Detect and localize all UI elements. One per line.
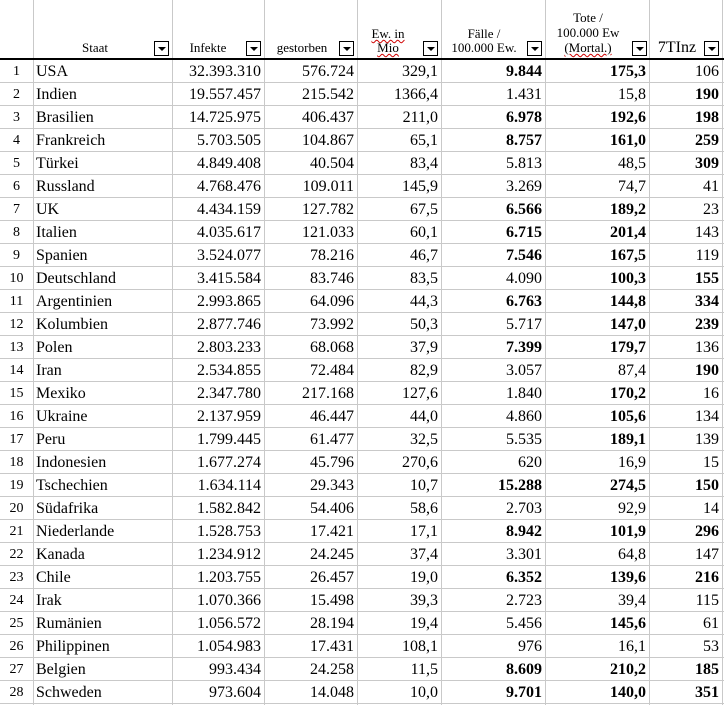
cell-n[interactable]: 22 (9, 547, 24, 562)
cell-staat[interactable]: Philippinen (36, 638, 110, 655)
cell-n[interactable]: 12 (9, 317, 24, 332)
cell-infekte[interactable]: 1.799.445 (197, 431, 261, 448)
cell-ew[interactable]: 10,0 (410, 684, 438, 701)
cell-faelle[interactable]: 7.546 (506, 247, 542, 264)
grid-row-line (0, 335, 724, 336)
cell-ew[interactable]: 46,7 (410, 247, 438, 264)
cell-tote[interactable]: 39,4 (618, 592, 646, 609)
cell-ew[interactable]: 211,0 (402, 109, 438, 126)
cell-ew[interactable]: 60,1 (410, 224, 438, 241)
cell-gestorben[interactable]: 78.216 (310, 247, 354, 264)
cell-tinz[interactable]: 23 (703, 201, 719, 218)
cell-n[interactable]: 6 (13, 179, 20, 194)
cell-faelle[interactable]: 6.978 (506, 109, 542, 126)
cell-infekte[interactable]: 1.234.912 (197, 546, 261, 563)
cell-gestorben[interactable]: 576.724 (302, 63, 354, 80)
grid-row-line (0, 105, 724, 106)
cell-ew[interactable]: 32,5 (410, 431, 438, 448)
cell-faelle[interactable]: 9.844 (506, 63, 542, 80)
cell-staat[interactable]: Mexiko (36, 385, 86, 402)
cell-faelle[interactable]: 6.566 (506, 201, 542, 218)
grid-row-line (0, 220, 724, 221)
cell-infekte[interactable]: 1.677.274 (197, 454, 261, 471)
cell-tinz[interactable]: 53 (703, 638, 719, 655)
cell-tinz[interactable]: 134 (695, 408, 719, 425)
cell-infekte[interactable]: 2.137.959 (197, 408, 261, 425)
cell-staat[interactable]: Iran (36, 362, 62, 379)
cell-n[interactable]: 11 (9, 294, 24, 309)
cell-faelle[interactable]: 3.269 (506, 178, 542, 195)
header-tote-line3 (546, 41, 630, 55)
cell-n[interactable]: 7 (13, 202, 20, 217)
grid-row-line (0, 473, 724, 474)
cell-n[interactable]: 10 (9, 271, 24, 286)
grid-row-line (0, 496, 724, 497)
filter-dropdown-tote[interactable] (632, 41, 647, 56)
cell-staat[interactable]: Türkei (36, 155, 79, 172)
cell-infekte[interactable]: 1.203.755 (197, 569, 261, 586)
cell-tinz[interactable]: 61 (703, 615, 719, 632)
cell-staat[interactable]: Ukraine (36, 408, 88, 425)
cell-faelle[interactable]: 8.609 (506, 661, 542, 678)
cell-infekte[interactable]: 4.849.408 (197, 155, 261, 172)
cell-n[interactable]: 15 (9, 386, 24, 401)
grid-row-line (0, 174, 724, 175)
cell-gestorben[interactable]: 64.096 (310, 293, 354, 310)
cell-tote[interactable]: 74,7 (618, 178, 646, 195)
cell-n[interactable]: 21 (9, 524, 24, 539)
grid-row-line (0, 657, 724, 658)
cell-faelle[interactable]: 3.057 (506, 362, 542, 379)
grid-row-line (0, 519, 724, 520)
grid-row-line (0, 450, 724, 451)
cell-staat[interactable]: UK (36, 201, 60, 218)
cell-tinz[interactable]: 143 (695, 224, 719, 241)
cell-tote[interactable]: 15,8 (618, 86, 646, 103)
cell-tote[interactable]: 48,5 (618, 155, 646, 172)
cell-gestorben[interactable]: 406.437 (302, 109, 354, 126)
cell-ew[interactable]: 37,9 (410, 339, 438, 356)
cell-n[interactable]: 17 (9, 432, 24, 447)
cell-faelle[interactable]: 6.763 (506, 293, 542, 310)
cell-tinz[interactable]: 190 (695, 86, 719, 103)
cell-staat[interactable]: Niederlande (36, 523, 115, 540)
cell-tote[interactable]: 64,8 (618, 546, 646, 563)
cell-faelle[interactable]: 1.431 (506, 86, 542, 103)
cell-faelle[interactable]: 5.535 (506, 431, 542, 448)
cell-ew[interactable]: 65,1 (410, 132, 438, 149)
cell-ew[interactable]: 145,9 (402, 178, 438, 195)
cell-tote[interactable]: 16,1 (618, 638, 646, 655)
cell-faelle[interactable]: 620 (518, 454, 542, 471)
cell-ew[interactable]: 39,3 (410, 592, 438, 609)
cell-tote[interactable]: 167,5 (610, 247, 646, 264)
grid-row-line (0, 611, 724, 612)
cell-gestorben[interactable]: 17.421 (310, 523, 354, 540)
cell-faelle[interactable]: 6.715 (506, 224, 542, 241)
cell-gestorben[interactable]: 15.498 (310, 592, 354, 609)
header-bottom-border (0, 58, 724, 60)
filter-dropdown-7tinz[interactable] (704, 41, 719, 56)
cell-infekte[interactable]: 2.534.855 (197, 362, 261, 379)
cell-tinz[interactable]: 106 (695, 63, 719, 80)
cell-n[interactable]: 4 (13, 133, 20, 148)
header-ew-text1: Ew. in (371, 26, 405, 41)
cell-gestorben[interactable]: 24.245 (310, 546, 354, 563)
grid-row-line (0, 427, 724, 428)
cell-ew[interactable]: 19,0 (410, 569, 438, 586)
header-tote-line1: Tote / (573, 10, 603, 25)
cell-tote[interactable]: 105,6 (610, 408, 646, 425)
cell-gestorben[interactable]: 61.477 (310, 431, 354, 448)
header-ew-line2 (356, 41, 420, 55)
cell-gestorben[interactable]: 14.048 (310, 684, 354, 701)
cell-tinz[interactable]: 139 (695, 431, 719, 448)
grid-row-line (0, 243, 724, 244)
cell-faelle[interactable]: 4.860 (506, 408, 542, 425)
cell-gestorben[interactable]: 46.447 (310, 408, 354, 425)
cell-staat[interactable]: Schweden (36, 684, 102, 701)
cell-gestorben[interactable]: 24.258 (310, 661, 354, 678)
cell-infekte[interactable]: 19.557.457 (189, 86, 261, 103)
cell-infekte[interactable]: 2.993.865 (197, 293, 261, 310)
cell-infekte[interactable]: 973.604 (209, 684, 261, 701)
cell-tinz[interactable]: 150 (695, 477, 719, 494)
cell-faelle[interactable]: 2.703 (506, 500, 542, 517)
cell-gestorben[interactable]: 17.431 (310, 638, 354, 655)
cell-tinz[interactable]: 198 (695, 109, 719, 126)
cell-gestorben[interactable]: 68.068 (310, 339, 354, 356)
grid-row-line (0, 542, 724, 543)
grid-row-line (0, 404, 724, 405)
cell-ew[interactable]: 1366,4 (394, 86, 438, 103)
filter-dropdown-infekte[interactable] (246, 41, 261, 56)
cell-gestorben[interactable]: 29.343 (310, 477, 354, 494)
cell-ew[interactable]: 83,5 (410, 270, 438, 287)
cell-faelle[interactable]: 4.090 (506, 270, 542, 287)
cell-staat[interactable]: Irak (36, 592, 62, 609)
cell-faelle[interactable]: 9.701 (506, 684, 542, 701)
filter-dropdown-gestorben[interactable] (339, 41, 354, 56)
header-ew-line1 (356, 27, 420, 41)
cell-faelle[interactable]: 976 (518, 638, 542, 655)
cell-staat[interactable]: Kanada (36, 546, 85, 563)
cell-n[interactable]: 3 (13, 110, 20, 125)
cell-n[interactable]: 20 (9, 501, 24, 516)
cell-tinz[interactable]: 185 (695, 661, 719, 678)
cell-tote[interactable]: 201,4 (610, 224, 646, 241)
cell-tote[interactable]: 189,1 (610, 431, 646, 448)
cell-gestorben[interactable]: 104.867 (302, 132, 354, 149)
header-faelle-line2: 100.000 Ew. (451, 40, 517, 55)
grid-row-line (0, 197, 724, 198)
cell-staat[interactable]: Deutschland (36, 270, 116, 287)
cell-n[interactable]: 28 (9, 685, 24, 700)
filter-dropdown-faelle[interactable] (527, 41, 542, 56)
cell-tinz[interactable]: 239 (695, 316, 719, 333)
cell-staat[interactable]: Italien (36, 224, 77, 241)
cell-n[interactable]: 8 (13, 225, 20, 240)
cell-tote[interactable]: 175,3 (610, 63, 646, 80)
header-7tinz: 7TInz (657, 39, 697, 56)
cell-tote[interactable]: 140,0 (610, 684, 646, 701)
cell-infekte[interactable]: 1.054.983 (197, 638, 261, 655)
cell-tote[interactable]: 139,6 (610, 569, 646, 586)
header-tote-line2: 100.000 Ew (556, 25, 620, 40)
cell-gestorben[interactable]: 72.484 (310, 362, 354, 379)
cell-infekte[interactable]: 1.070.366 (197, 592, 261, 609)
cell-staat[interactable]: Indonesien (36, 454, 107, 471)
cell-ew[interactable]: 83,4 (410, 155, 438, 172)
cell-staat[interactable]: Tschechien (36, 477, 108, 494)
cell-infekte[interactable]: 14.725.975 (189, 109, 261, 126)
header-ew-text2: Mio (377, 40, 399, 55)
cell-staat[interactable]: Frankreich (36, 132, 106, 149)
cell-faelle[interactable]: 3.301 (506, 546, 542, 563)
cell-infekte[interactable]: 4.434.159 (197, 201, 261, 218)
cell-n[interactable]: 14 (9, 363, 24, 378)
cell-staat[interactable]: Polen (36, 339, 73, 356)
grid-row-line (0, 381, 724, 382)
cell-ew[interactable]: 44,3 (410, 293, 438, 310)
cell-tote[interactable]: 92,9 (618, 500, 646, 517)
grid-row-line (0, 266, 724, 267)
cell-staat[interactable]: Rumänien (36, 615, 102, 632)
cell-tote[interactable]: 192,6 (610, 109, 646, 126)
cell-ew[interactable]: 329,1 (402, 63, 438, 80)
cell-tote[interactable]: 144,8 (610, 293, 646, 310)
cell-faelle[interactable]: 7.399 (506, 339, 542, 356)
header-gestorben: gestorben (276, 40, 328, 55)
cell-n[interactable]: 1 (13, 64, 20, 79)
cell-tinz[interactable]: 351 (695, 684, 719, 701)
cell-gestorben[interactable]: 215.542 (302, 86, 354, 103)
grid-row-line (0, 634, 724, 635)
cell-tinz[interactable]: 136 (695, 339, 719, 356)
cell-infekte[interactable]: 2.803.233 (197, 339, 261, 356)
cell-tote[interactable]: 210,2 (610, 661, 646, 678)
header-infekte: Infekte (189, 40, 227, 55)
cell-faelle[interactable]: 5.813 (506, 155, 542, 172)
cell-staat[interactable]: Peru (36, 431, 66, 448)
cell-infekte[interactable]: 1.634.114 (197, 477, 261, 494)
cell-tote[interactable]: 145,6 (610, 615, 646, 632)
cell-ew[interactable]: 50,3 (410, 316, 438, 333)
cell-infekte[interactable]: 2.347.780 (197, 385, 261, 402)
cell-ew[interactable]: 58,6 (410, 500, 438, 517)
cell-tote[interactable]: 101,9 (610, 523, 646, 540)
cell-gestorben[interactable]: 83.746 (310, 270, 354, 287)
cell-infekte[interactable]: 4.768.476 (197, 178, 261, 195)
cell-ew[interactable]: 270,6 (402, 454, 438, 471)
cell-faelle[interactable]: 8.757 (506, 132, 542, 149)
cell-tinz[interactable]: 216 (695, 569, 719, 586)
cell-ew[interactable]: 11,5 (410, 661, 438, 678)
filter-dropdown-ew[interactable] (423, 41, 438, 56)
cell-ew[interactable]: 19,4 (410, 615, 438, 632)
cell-ew[interactable]: 17,1 (410, 523, 438, 540)
cell-n[interactable]: 26 (9, 639, 24, 654)
cell-n[interactable]: 16 (9, 409, 24, 424)
filter-dropdown-staat[interactable] (154, 41, 169, 56)
cell-gestorben[interactable]: 73.992 (310, 316, 354, 333)
cell-tinz[interactable]: 15 (703, 454, 719, 471)
cell-gestorben[interactable]: 127.782 (302, 201, 354, 218)
cell-staat[interactable]: Spanien (36, 247, 88, 264)
cell-faelle[interactable]: 5.717 (506, 316, 542, 333)
header-staat: Staat (82, 40, 108, 55)
cell-tinz[interactable]: 41 (703, 178, 719, 195)
cell-tinz[interactable]: 190 (695, 362, 719, 379)
cell-infekte[interactable]: 3.415.584 (197, 270, 261, 287)
grid-row-line (0, 680, 724, 681)
cell-infekte[interactable]: 993.434 (209, 661, 261, 678)
cell-tinz[interactable]: 14 (703, 500, 719, 517)
grid-row-line (0, 128, 724, 129)
grid-row-line (0, 358, 724, 359)
cell-gestorben[interactable]: 28.194 (310, 615, 354, 632)
cell-tote[interactable]: 147,0 (610, 316, 646, 333)
cell-ew[interactable]: 108,1 (402, 638, 438, 655)
cell-staat[interactable]: Südafrika (36, 500, 99, 517)
cell-n[interactable]: 25 (9, 616, 24, 631)
cell-gestorben[interactable]: 121.033 (302, 224, 354, 241)
header-faelle-line1: Fälle / (467, 26, 501, 41)
cell-gestorben[interactable]: 54.406 (310, 500, 354, 517)
cell-staat[interactable]: Brasilien (36, 109, 94, 126)
cell-faelle[interactable]: 8.942 (506, 523, 542, 540)
cell-staat[interactable]: Kolumbien (36, 316, 108, 333)
cell-ew[interactable]: 37,4 (410, 546, 438, 563)
cell-n[interactable]: 23 (9, 570, 24, 585)
grid-row-line (0, 565, 724, 566)
cell-tinz[interactable]: 296 (695, 523, 719, 540)
cell-tote[interactable]: 274,5 (610, 477, 646, 494)
cell-tinz[interactable]: 155 (695, 270, 719, 287)
cell-gestorben[interactable]: 26.457 (310, 569, 354, 586)
cell-n[interactable]: 5 (13, 156, 20, 171)
cell-faelle[interactable]: 2.723 (506, 592, 542, 609)
cell-tote[interactable]: 179,7 (610, 339, 646, 356)
cell-n[interactable]: 19 (9, 478, 24, 493)
cell-gestorben[interactable]: 45.796 (310, 454, 354, 471)
cell-n[interactable]: 13 (9, 340, 24, 355)
cell-faelle[interactable]: 1.840 (506, 385, 542, 402)
cell-ew[interactable]: 44,0 (410, 408, 438, 425)
header-tote-text3: (Mortal.) (564, 40, 612, 55)
cell-tote[interactable]: 189,2 (610, 201, 646, 218)
cell-tinz[interactable]: 16 (703, 385, 719, 402)
cell-staat[interactable]: Chile (36, 569, 71, 586)
cell-n[interactable]: 18 (9, 455, 24, 470)
cell-infekte[interactable]: 4.035.617 (197, 224, 261, 241)
cell-infekte[interactable]: 5.703.505 (197, 132, 261, 149)
cell-faelle[interactable]: 6.352 (506, 569, 542, 586)
cell-gestorben[interactable]: 109.011 (302, 178, 354, 195)
cell-n[interactable]: 27 (9, 662, 24, 677)
grid-row-line (0, 312, 724, 313)
cell-faelle[interactable]: 15.288 (498, 477, 542, 494)
cell-staat[interactable]: Argentinien (36, 293, 113, 310)
cell-ew[interactable]: 67,5 (410, 201, 438, 218)
cell-tinz[interactable]: 115 (695, 592, 719, 609)
cell-staat[interactable]: Belgien (36, 661, 86, 678)
cell-infekte[interactable]: 32.393.310 (189, 63, 261, 80)
cell-ew[interactable]: 127,6 (402, 385, 438, 402)
cell-n[interactable]: 2 (13, 87, 20, 102)
cell-tote[interactable]: 170,2 (610, 385, 646, 402)
cell-n[interactable]: 9 (13, 248, 20, 263)
cell-n[interactable]: 24 (9, 593, 24, 608)
cell-ew[interactable]: 10,7 (410, 477, 438, 494)
cell-tote[interactable]: 100,3 (610, 270, 646, 287)
grid-row-line (0, 151, 724, 152)
cell-faelle[interactable]: 5.456 (506, 615, 542, 632)
cell-tote[interactable]: 161,0 (610, 132, 646, 149)
cell-tote[interactable]: 87,4 (618, 362, 646, 379)
cell-staat[interactable]: USA (36, 63, 69, 80)
grid-row-line (0, 82, 724, 83)
cell-tote[interactable]: 16,9 (618, 454, 646, 471)
cell-tinz[interactable]: 334 (695, 293, 719, 310)
cell-infekte[interactable]: 1.582.842 (197, 500, 261, 517)
cell-ew[interactable]: 82,9 (410, 362, 438, 379)
cell-infekte[interactable]: 3.524.077 (197, 247, 261, 264)
cell-gestorben[interactable]: 217.168 (302, 385, 354, 402)
cell-tinz[interactable]: 259 (695, 132, 719, 149)
cell-tinz[interactable]: 119 (695, 247, 719, 264)
cell-staat[interactable]: Russland (36, 178, 95, 195)
cell-infekte[interactable]: 1.056.572 (197, 615, 261, 632)
grid-row-line (0, 703, 724, 704)
cell-staat[interactable]: Indien (36, 86, 77, 103)
cell-tinz[interactable]: 147 (695, 546, 719, 563)
cell-infekte[interactable]: 1.528.753 (197, 523, 261, 540)
cell-gestorben[interactable]: 40.504 (310, 155, 354, 172)
cell-infekte[interactable]: 2.877.746 (197, 316, 261, 333)
grid-row-line (0, 289, 724, 290)
cell-tinz[interactable]: 309 (695, 155, 719, 172)
grid-row-line (0, 588, 724, 589)
